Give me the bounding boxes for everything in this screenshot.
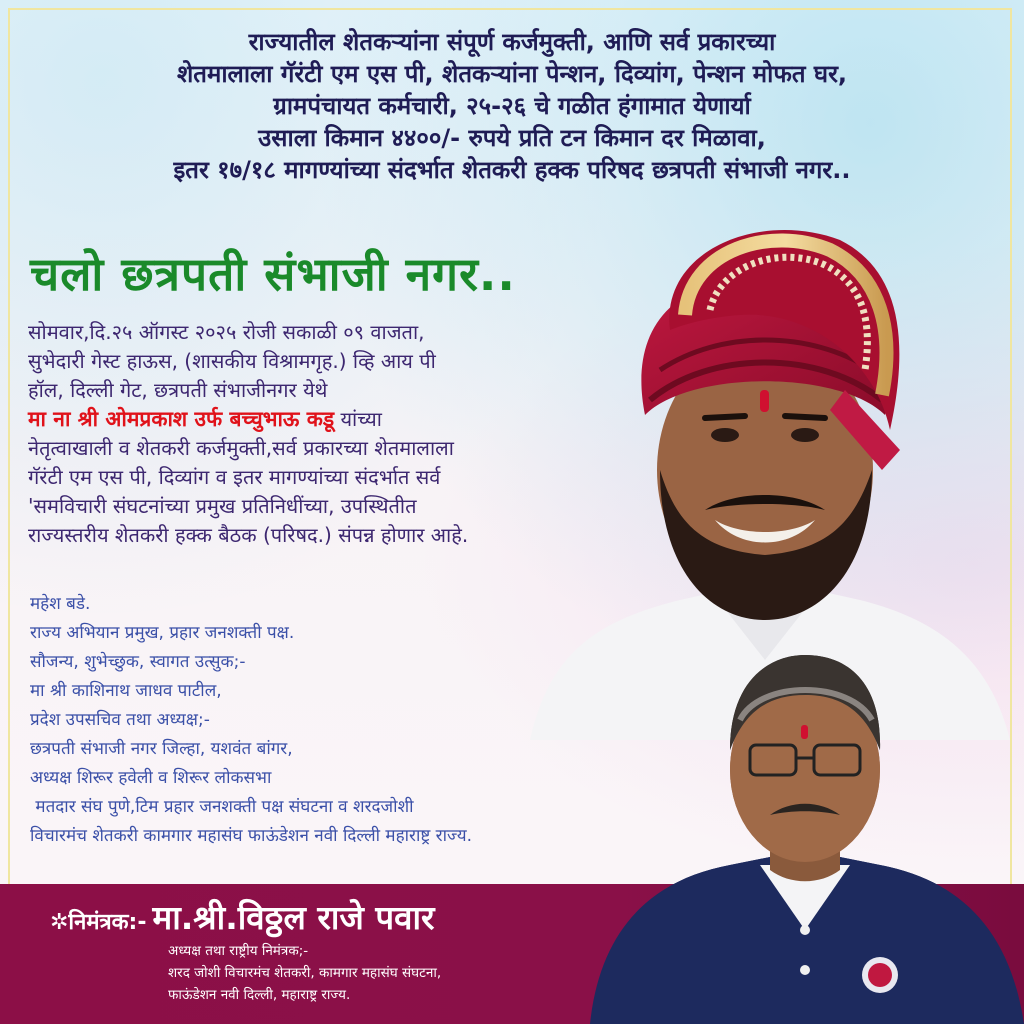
event-line: सोमवार,दि.२५ ऑगस्ट २०२५ रोजी सकाळी ०९ वाजता, xyxy=(28,320,425,344)
signatory-line: राज्य अभियान प्रमुख, प्रहार जनशक्ती पक्ष. xyxy=(30,623,295,643)
inviter-sub-line: शरद जोशी विचारमंच शेतकरी, कामगार महासंघ संघटना, xyxy=(168,965,442,981)
demands-line: शेतमालाला गॅरंटी एम एस पी, शेतकऱ्यांना पेन्शन, दिव्यांग, पेन्शन मोफत घर, xyxy=(176,60,848,88)
inviter-designation xyxy=(168,940,441,1006)
signatory-line: मा श्री काशिनाथ जाधव पाटील, xyxy=(30,681,222,701)
event-line-leader xyxy=(28,405,648,434)
signatory-line: प्रदेश उपसचिव तथा अध्यक्ष;- xyxy=(30,710,210,730)
event-details xyxy=(28,318,648,550)
demands-line: उसाला किमान ४४००/- रुपये प्रति टन किमान दर मिळावा, xyxy=(258,124,766,152)
demands-text xyxy=(20,26,1004,186)
leader-suffix: यांच्या xyxy=(334,407,382,431)
headline: चलो छत्रपती संभाजी नगर.. xyxy=(30,247,516,301)
signatory-line: महेश बडे. xyxy=(30,594,91,614)
inviter-portrait-overlay xyxy=(590,630,1024,1024)
event-line: 'समविचारी संघटनांच्या प्रमुख प्रतिनिधींच्या, उपस्थितीत xyxy=(28,494,417,518)
inviter-sub-line: फाऊंडेशन नवी दिल्ली, महाराष्ट्र राज्य. xyxy=(168,987,351,1003)
inviter-name: मा.श्री.विठ्ठल राजे पवार xyxy=(152,898,435,937)
signatory-line: सौजन्य, शुभेच्छुक, स्वागत उत्सुक;- xyxy=(30,652,246,672)
inviter-label: ✲निमंत्रक:- xyxy=(50,910,147,935)
inviter-sub-line: अध्यक्ष तथा राष्ट्रीय निमंत्रक;- xyxy=(168,943,309,959)
demands-line: इतर १७/१८ मागण्यांच्या संदर्भात शेतकरी हक्क परिषद छत्रपती संभाजी नगर.. xyxy=(173,156,851,184)
event-line: नेतृत्वाखाली व शेतकरी कर्जमुक्ती,सर्व प्रकारच्या शेतमालाला xyxy=(28,436,454,460)
demands-line: राज्यातील शेतकऱ्यांना संपूर्ण कर्जमुक्ती, आणि सर्व प्रकारच्या xyxy=(248,28,776,56)
leader-name: मा ना श्री ओमप्रकाश उर्फ बच्चुभाऊ कडू xyxy=(28,407,335,431)
signatory-line: छत्रपती संभाजी नगर जिल्हा, यशवंत बांगर, xyxy=(30,739,293,759)
signatory-line: अध्यक्ष शिरूर हवेली व शिरूर लोकसभा xyxy=(30,768,272,788)
inviter-heading xyxy=(50,894,435,939)
signatory-line: मतदार संघ पुणे,टिम प्रहार जनशक्ती पक्ष संघटना व शरदजोशी xyxy=(30,797,414,817)
event-line: सुभेदारी गेस्ट हाऊस, (शासकीय विश्रामगृह.) व्हि आय पी xyxy=(28,349,436,373)
demands-line: ग्रामपंचायत कर्मचारी, २५-२६ चे गळीत हंगामात येणार्या xyxy=(273,92,751,120)
event-line: हॉल, दिल्ली गेट, छत्रपती संभाजीनगर येथे xyxy=(28,378,328,402)
event-line: राज्यस्तरीय शेतकरी हक्क बैठक (परिषद.) संपन्न होणार आहे. xyxy=(28,523,469,547)
event-line: गॅरंटी एम एस पी, दिव्यांग व इतर मागण्यांच्या संदर्भात सर्व xyxy=(28,465,441,489)
signatory-line: विचारमंच शेतकरी कामगार महासंघ फाऊंडेशन नवी दिल्ली महाराष्ट्र राज्य. xyxy=(30,826,473,846)
